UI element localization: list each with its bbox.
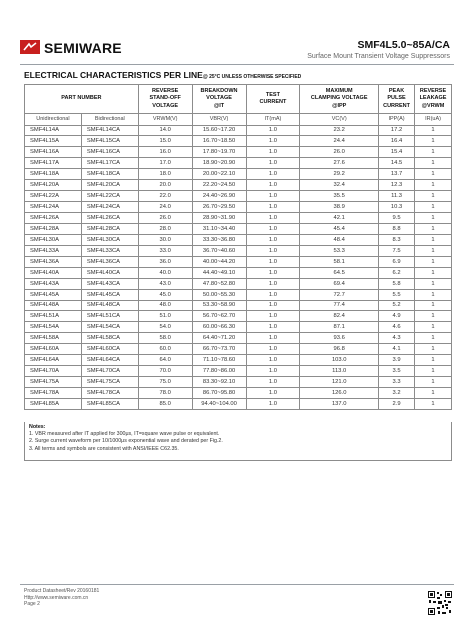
table-cell: 1.0 bbox=[246, 311, 300, 322]
table-cell: SMF4L28CA bbox=[81, 223, 138, 234]
table-cell: 1 bbox=[415, 147, 452, 158]
table-cell: SMF4L70CA bbox=[81, 366, 138, 377]
table-cell: SMF4L28A bbox=[25, 223, 82, 234]
table-cell: 1.0 bbox=[246, 355, 300, 366]
table-cell: SMF4L51CA bbox=[81, 311, 138, 322]
header-peak-pulse: PEAK PULSE CURRENT bbox=[379, 85, 415, 114]
footer-url[interactable]: Http://www.semiware.com.cn bbox=[24, 594, 89, 601]
table-cell: 7.5 bbox=[379, 245, 415, 256]
table-cell: 1.0 bbox=[246, 366, 300, 377]
table-cell: 1.0 bbox=[246, 191, 300, 202]
table-cell: SMF4L14A bbox=[25, 125, 82, 136]
table-row bbox=[25, 158, 452, 169]
table-cell: 3.3 bbox=[379, 377, 415, 388]
table-cell: 1.0 bbox=[246, 267, 300, 278]
table-cell: 66.70~73.70 bbox=[192, 344, 246, 355]
table-cell: 70.0 bbox=[138, 366, 192, 377]
table-row bbox=[25, 289, 452, 300]
table-cell: 103.0 bbox=[300, 355, 379, 366]
table-row bbox=[25, 355, 452, 366]
table-cell: 78.0 bbox=[138, 388, 192, 399]
table-cell: 14.0 bbox=[138, 125, 192, 136]
table-cell: 94.40~104.00 bbox=[192, 398, 246, 409]
table-cell: SMF4L78CA bbox=[81, 388, 138, 399]
table-cell: 17.0 bbox=[138, 158, 192, 169]
table-cell: 5.2 bbox=[379, 300, 415, 311]
table-cell: SMF4L36CA bbox=[81, 256, 138, 267]
table-cell: 1.0 bbox=[246, 202, 300, 213]
table-cell: 36.0 bbox=[138, 256, 192, 267]
table-cell: SMF4L36A bbox=[25, 256, 82, 267]
table-cell: 26.0 bbox=[138, 213, 192, 224]
table-cell: 86.70~95.80 bbox=[192, 388, 246, 399]
table-cell: SMF4L24CA bbox=[81, 202, 138, 213]
table-cell: SMF4L48A bbox=[25, 300, 82, 311]
unit-cell: VC(V) bbox=[300, 114, 379, 126]
table-cell: 42.1 bbox=[300, 213, 379, 224]
table-cell: 60.00~66.30 bbox=[192, 322, 246, 333]
brand-name: SEMIWARE bbox=[44, 40, 122, 56]
table-cell: 1 bbox=[415, 180, 452, 191]
table-cell: 33.30~36.80 bbox=[192, 234, 246, 245]
table-units-row bbox=[25, 114, 452, 126]
header-breakdown: BREAKDOWN VOLTAGE @IT bbox=[192, 85, 246, 114]
table-cell: 58.0 bbox=[138, 333, 192, 344]
table-cell: 121.0 bbox=[300, 377, 379, 388]
table-cell: SMF4L43CA bbox=[81, 278, 138, 289]
table-cell: 69.4 bbox=[300, 278, 379, 289]
table-cell: 1 bbox=[415, 398, 452, 409]
table-cell: 1.0 bbox=[246, 300, 300, 311]
table-cell: 1.0 bbox=[246, 158, 300, 169]
table-cell: 2.9 bbox=[379, 398, 415, 409]
footer-page: Page 2 bbox=[24, 601, 40, 607]
table-cell: 60.0 bbox=[138, 344, 192, 355]
table-cell: 10.3 bbox=[379, 202, 415, 213]
table-cell: 1.0 bbox=[246, 147, 300, 158]
table-cell: SMF4L22CA bbox=[81, 191, 138, 202]
unit-cell: Bidirectional bbox=[81, 114, 138, 126]
table-cell: SMF4L75CA bbox=[81, 377, 138, 388]
table-cell: 33.0 bbox=[138, 245, 192, 256]
table-cell: 1 bbox=[415, 202, 452, 213]
table-cell: 53.3 bbox=[300, 245, 379, 256]
table-row bbox=[25, 147, 452, 158]
table-cell: 64.40~71.20 bbox=[192, 333, 246, 344]
table-cell: 48.0 bbox=[138, 300, 192, 311]
table-cell: SMF4L20A bbox=[25, 180, 82, 191]
table-cell: 96.8 bbox=[300, 344, 379, 355]
table-cell: 4.6 bbox=[379, 322, 415, 333]
table-cell: 6.9 bbox=[379, 256, 415, 267]
table-cell: 27.6 bbox=[300, 158, 379, 169]
table-row bbox=[25, 333, 452, 344]
table-body bbox=[25, 125, 452, 409]
table-cell: 28.0 bbox=[138, 223, 192, 234]
table-cell: SMF4L60A bbox=[25, 344, 82, 355]
table-cell: 38.9 bbox=[300, 202, 379, 213]
table-cell: SMF4L85A bbox=[25, 398, 82, 409]
unit-cell: IPP(A) bbox=[379, 114, 415, 126]
table-cell: 1 bbox=[415, 234, 452, 245]
header-clamping: MAXIMUM CLAMPING VOLTAGE @IPP bbox=[300, 85, 379, 114]
table-cell: SMF4L85CA bbox=[81, 398, 138, 409]
table-cell: 1 bbox=[415, 245, 452, 256]
table-cell: 44.40~49.10 bbox=[192, 267, 246, 278]
semiware-logo-icon bbox=[20, 40, 40, 54]
table-cell: 54.0 bbox=[138, 322, 192, 333]
table-cell: SMF4L43A bbox=[25, 278, 82, 289]
table-cell: SMF4L45CA bbox=[81, 289, 138, 300]
table-cell: 1.0 bbox=[246, 398, 300, 409]
table-cell: 18.0 bbox=[138, 169, 192, 180]
table-cell: 24.4 bbox=[300, 136, 379, 147]
unit-cell: IT(mA) bbox=[246, 114, 300, 126]
table-cell: 9.5 bbox=[379, 213, 415, 224]
table-cell: 1 bbox=[415, 256, 452, 267]
table-cell: 85.0 bbox=[138, 398, 192, 409]
table-row bbox=[25, 322, 452, 333]
table-cell: 15.0 bbox=[138, 136, 192, 147]
table-cell: SMF4L26CA bbox=[81, 213, 138, 224]
table-cell: 1 bbox=[415, 213, 452, 224]
section-title-text: ELECTRICAL CHARACTERISTICS PER LINE bbox=[24, 70, 203, 80]
table-cell: 56.70~62.70 bbox=[192, 311, 246, 322]
qr-code-icon bbox=[427, 590, 453, 616]
table-cell: 1 bbox=[415, 388, 452, 399]
table-cell: SMF4L24A bbox=[25, 202, 82, 213]
table-cell: SMF4L16CA bbox=[81, 147, 138, 158]
notes-title: Notes: bbox=[29, 424, 46, 430]
notes-box bbox=[24, 422, 452, 461]
table-cell: 64.0 bbox=[138, 355, 192, 366]
table-cell: 1.0 bbox=[246, 169, 300, 180]
table-cell: 15.60~17.20 bbox=[192, 125, 246, 136]
table-row bbox=[25, 256, 452, 267]
table-cell: 1.0 bbox=[246, 256, 300, 267]
table-cell: 26.70~29.50 bbox=[192, 202, 246, 213]
table-cell: 4.9 bbox=[379, 311, 415, 322]
table-cell: SMF4L60CA bbox=[81, 344, 138, 355]
table-cell: SMF4L45A bbox=[25, 289, 82, 300]
table-cell: 1 bbox=[415, 191, 452, 202]
table-cell: SMF4L58CA bbox=[81, 333, 138, 344]
table-cell: 40.00~44.20 bbox=[192, 256, 246, 267]
table-cell: 1.0 bbox=[246, 213, 300, 224]
table-cell: 82.4 bbox=[300, 311, 379, 322]
table-cell: 43.0 bbox=[138, 278, 192, 289]
table-cell: 1.0 bbox=[246, 234, 300, 245]
table-row bbox=[25, 213, 452, 224]
table-cell: 1.0 bbox=[246, 289, 300, 300]
table-cell: 1.0 bbox=[246, 344, 300, 355]
table-cell: 1 bbox=[415, 366, 452, 377]
table-cell: SMF4L58A bbox=[25, 333, 82, 344]
table-cell: 16.0 bbox=[138, 147, 192, 158]
table-cell: 50.00~55.30 bbox=[192, 289, 246, 300]
part-subtitle: Surface Mount Transient Voltage Suppressors bbox=[307, 53, 450, 60]
table-cell: 3.2 bbox=[379, 388, 415, 399]
table-cell: 137.0 bbox=[300, 398, 379, 409]
table-cell: 31.10~34.40 bbox=[192, 223, 246, 234]
table-cell: SMF4L17A bbox=[25, 158, 82, 169]
table-cell: 14.5 bbox=[379, 158, 415, 169]
table-cell: 15.4 bbox=[379, 147, 415, 158]
table-row bbox=[25, 344, 452, 355]
table-cell: SMF4L20CA bbox=[81, 180, 138, 191]
table-cell: 23.2 bbox=[300, 125, 379, 136]
table-cell: 58.1 bbox=[300, 256, 379, 267]
table-cell: 48.4 bbox=[300, 234, 379, 245]
table-cell: 64.5 bbox=[300, 267, 379, 278]
table-cell: 18.90~20.90 bbox=[192, 158, 246, 169]
table-cell: SMF4L40CA bbox=[81, 267, 138, 278]
table-cell: 1.0 bbox=[246, 377, 300, 388]
table-cell: 22.20~24.50 bbox=[192, 180, 246, 191]
part-title: SMF4L5.0~85A/CA bbox=[357, 39, 450, 51]
header-divider bbox=[20, 64, 454, 65]
table-row bbox=[25, 125, 452, 136]
table-row bbox=[25, 245, 452, 256]
header-reverse-leakage: REVERSE LEAKAGE @VRWM bbox=[415, 85, 452, 114]
table-cell: 1 bbox=[415, 223, 452, 234]
table-cell: 47.80~52.80 bbox=[192, 278, 246, 289]
table-cell: 53.30~58.90 bbox=[192, 300, 246, 311]
table-row bbox=[25, 169, 452, 180]
table-cell: 16.70~18.50 bbox=[192, 136, 246, 147]
table-cell: SMF4L14CA bbox=[81, 125, 138, 136]
table-cell: SMF4L26A bbox=[25, 213, 82, 224]
unit-cell: Unidirectional bbox=[25, 114, 82, 126]
footer-divider bbox=[20, 584, 454, 585]
table-cell: 11.3 bbox=[379, 191, 415, 202]
table-row bbox=[25, 180, 452, 191]
header-part-number: PART NUMBER bbox=[25, 85, 139, 114]
table-cell: SMF4L30A bbox=[25, 234, 82, 245]
table-row bbox=[25, 202, 452, 213]
table-cell: 1 bbox=[415, 267, 452, 278]
table-cell: SMF4L75A bbox=[25, 377, 82, 388]
table-cell: 16.4 bbox=[379, 136, 415, 147]
note-line: 3. All terms and symbols are consistent with ANSI/IEEE C62.35. bbox=[29, 445, 179, 452]
table-cell: 93.6 bbox=[300, 333, 379, 344]
table-cell: 5.5 bbox=[379, 289, 415, 300]
table-cell: SMF4L51A bbox=[25, 311, 82, 322]
section-condition: @ 25°C UNLESS OTHERWISE SPECIFIED bbox=[202, 74, 302, 80]
table-cell: 28.90~31.90 bbox=[192, 213, 246, 224]
table-cell: 5.8 bbox=[379, 278, 415, 289]
table-cell: 1.0 bbox=[246, 245, 300, 256]
table-cell: 1.0 bbox=[246, 125, 300, 136]
table-cell: 36.70~40.60 bbox=[192, 245, 246, 256]
table-cell: 75.0 bbox=[138, 377, 192, 388]
table-row bbox=[25, 223, 452, 234]
table-cell: 35.5 bbox=[300, 191, 379, 202]
section-title bbox=[24, 70, 301, 80]
table-cell: SMF4L22A bbox=[25, 191, 82, 202]
table-cell: 45.0 bbox=[138, 289, 192, 300]
table-cell: SMF4L30CA bbox=[81, 234, 138, 245]
table-cell: 29.2 bbox=[300, 169, 379, 180]
table-cell: 1 bbox=[415, 377, 452, 388]
table-cell: 1 bbox=[415, 289, 452, 300]
table-cell: 77.80~86.00 bbox=[192, 366, 246, 377]
table-cell: 1 bbox=[415, 322, 452, 333]
table-cell: 8.8 bbox=[379, 223, 415, 234]
table-row bbox=[25, 300, 452, 311]
table-cell: 1.0 bbox=[246, 136, 300, 147]
unit-cell: IR(uA) bbox=[415, 114, 452, 126]
table-cell: SMF4L33A bbox=[25, 245, 82, 256]
header-test-current: TEST CURRENT bbox=[246, 85, 300, 114]
page-header bbox=[0, 0, 474, 74]
table-cell: SMF4L64CA bbox=[81, 355, 138, 366]
table-cell: SMF4L78A bbox=[25, 388, 82, 399]
table-cell: 4.1 bbox=[379, 344, 415, 355]
unit-cell: VRWM(V) bbox=[138, 114, 192, 126]
table-cell: 45.4 bbox=[300, 223, 379, 234]
table-cell: 3.5 bbox=[379, 366, 415, 377]
table-cell: SMF4L64A bbox=[25, 355, 82, 366]
table-cell: 51.0 bbox=[138, 311, 192, 322]
note-line: 2. Surge current waveform per 10/1000μs exponential wave and derated per Fig.2. bbox=[29, 438, 223, 445]
table-cell: 77.4 bbox=[300, 300, 379, 311]
table-cell: 1.0 bbox=[246, 278, 300, 289]
table-cell: 26.0 bbox=[300, 147, 379, 158]
table-cell: SMF4L17CA bbox=[81, 158, 138, 169]
table-cell: SMF4L54A bbox=[25, 322, 82, 333]
table-cell: 6.2 bbox=[379, 267, 415, 278]
table-cell: 22.0 bbox=[138, 191, 192, 202]
table-cell: 8.3 bbox=[379, 234, 415, 245]
table-cell: 17.2 bbox=[379, 125, 415, 136]
table-cell: 1 bbox=[415, 125, 452, 136]
table-cell: 83.30~92.10 bbox=[192, 377, 246, 388]
table-cell: 1.0 bbox=[246, 388, 300, 399]
table-cell: 4.3 bbox=[379, 333, 415, 344]
table-cell: 32.4 bbox=[300, 180, 379, 191]
table-cell: 20.00~22.10 bbox=[192, 169, 246, 180]
table-cell: 24.40~26.90 bbox=[192, 191, 246, 202]
note-line: 1. VBR measured after IT applied for 300μs, IT=square wave pulse or equivalent. bbox=[29, 431, 220, 438]
table-cell: SMF4L70A bbox=[25, 366, 82, 377]
table-cell: 1 bbox=[415, 158, 452, 169]
table-cell: 1 bbox=[415, 333, 452, 344]
characteristics-table bbox=[24, 84, 452, 410]
table-cell: SMF4L15A bbox=[25, 136, 82, 147]
table-cell: 1 bbox=[415, 300, 452, 311]
table-cell: 1 bbox=[415, 278, 452, 289]
table-cell: 1 bbox=[415, 355, 452, 366]
table-cell: 1.0 bbox=[246, 223, 300, 234]
table-cell: 87.1 bbox=[300, 322, 379, 333]
table-row bbox=[25, 234, 452, 245]
table-cell: SMF4L18CA bbox=[81, 169, 138, 180]
table-row bbox=[25, 366, 452, 377]
table-row bbox=[25, 191, 452, 202]
table-cell: SMF4L16A bbox=[25, 147, 82, 158]
table-cell: SMF4L40A bbox=[25, 267, 82, 278]
table-cell: 113.0 bbox=[300, 366, 379, 377]
table-cell: 13.7 bbox=[379, 169, 415, 180]
table-cell: 17.80~19.70 bbox=[192, 147, 246, 158]
table-cell: 1 bbox=[415, 311, 452, 322]
table-row bbox=[25, 278, 452, 289]
table-cell: 126.0 bbox=[300, 388, 379, 399]
table-cell: 24.0 bbox=[138, 202, 192, 213]
header-reverse-standoff: REVERSE STAND-OFF VOLTAGE bbox=[138, 85, 192, 114]
table-cell: 72.7 bbox=[300, 289, 379, 300]
table-cell: SMF4L48CA bbox=[81, 300, 138, 311]
table-row bbox=[25, 388, 452, 399]
table-cell: 1.0 bbox=[246, 322, 300, 333]
table-cell: SMF4L33CA bbox=[81, 245, 138, 256]
table-cell: 71.10~78.60 bbox=[192, 355, 246, 366]
table-cell: 1.0 bbox=[246, 333, 300, 344]
table-row bbox=[25, 377, 452, 388]
table-cell: 40.0 bbox=[138, 267, 192, 278]
table-cell: 20.0 bbox=[138, 180, 192, 191]
table-header-row bbox=[25, 85, 452, 114]
unit-cell: VBR(V) bbox=[192, 114, 246, 126]
table-cell: 3.9 bbox=[379, 355, 415, 366]
table-cell: SMF4L18A bbox=[25, 169, 82, 180]
table-cell: 1 bbox=[415, 136, 452, 147]
table-cell: 30.0 bbox=[138, 234, 192, 245]
table-row bbox=[25, 136, 452, 147]
table-cell: 12.3 bbox=[379, 180, 415, 191]
table-row bbox=[25, 311, 452, 322]
table-cell: SMF4L15CA bbox=[81, 136, 138, 147]
table-cell: 1 bbox=[415, 169, 452, 180]
table-row bbox=[25, 398, 452, 409]
table-cell: 1.0 bbox=[246, 180, 300, 191]
table-cell: SMF4L54CA bbox=[81, 322, 138, 333]
footer-doc: Product Datasheet/Rev 20160181 bbox=[24, 588, 100, 594]
page-footer bbox=[24, 588, 99, 608]
table-row bbox=[25, 267, 452, 278]
table-cell: 1 bbox=[415, 344, 452, 355]
